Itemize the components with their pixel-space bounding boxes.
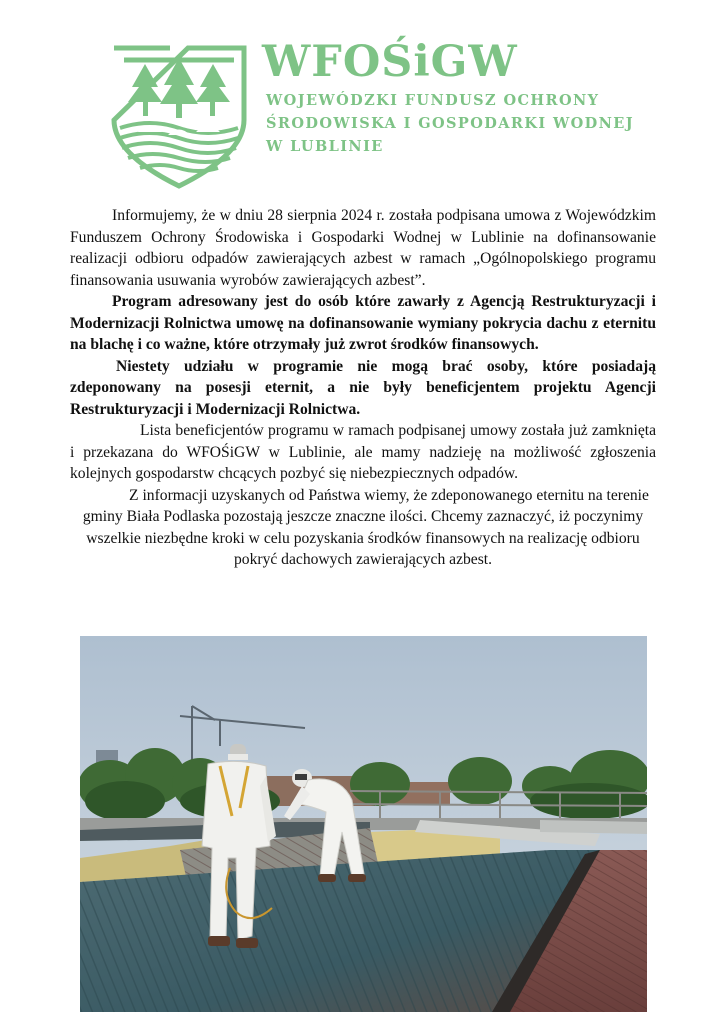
paragraph-contract-info: Informujemy, że w dniu 28 sierpnia 2024 r. została podpisana umowa z Wojewódzkim Funduszem Ochrony Środowiska i Gospodarki Wodnej w Lublinie na dofinansowanie realizacji odbioru odpadów zawierających azbest w ramach „Ogólnopolskiego programu finansowania usuwania wyrobów zawierających azbest”. xyxy=(70,207,656,289)
paragraph-remaining-eternit: Z informacji uzyskanych od Państwa wiemy, że zdeponowanego eternitu na terenie gminy Biała Podlaska pozostają jeszcze znaczne ilości. Chcemy zaznaczyć, iż poczynimy wszelkie niezbędne kroki w celu pozyskania środków finansowych na realizację odbioru pokryć dachowych zawierających azbest. xyxy=(82,486,649,568)
logo-acronym: WFOŚiGW xyxy=(262,37,518,87)
announcement-text xyxy=(70,205,656,571)
logo-emblem-icon xyxy=(110,42,248,190)
logo-name-line-2: ŚRODOWISKA I GOSPODARKI WODNEJ xyxy=(266,115,635,132)
logo-name-line-1: WOJEWÓDZKI FUNDUSZ OCHRONY xyxy=(266,92,600,109)
paragraph-exclusion: Niestety udziału w programie nie mogą brać osoby, które posiadają zdeponowany na posesji eternit, a nie były beneficjentem projektu Agencji Restrukturyzacji i Modernizacji Rolnictwa. xyxy=(70,357,656,418)
paragraph-program-target: Program adresowany jest do osób które zawarły z Agencją Restrukturyzacji i Modernizacji Rolnictwa umowę na dofinansowanie wymiany pokrycia dachu z eternitu na blachę i co ważne, które otrzymały już zwrot środków finansowych. xyxy=(70,293,656,353)
logo-name-line-3: W LUBLINIE xyxy=(266,138,384,155)
paragraph-beneficiary-list: Lista beneficjentów programu w ramach podpisanej umowy została już zamknięta i przekazana do WFOŚiGW w Lublinie, ale mamy nadzieję na możliwość zgłoszenia kolejnych gospodarstw chcących pozbyć się niebezpiecznych odpadów. xyxy=(70,422,656,482)
asbestos-removal-photo xyxy=(80,636,647,1012)
